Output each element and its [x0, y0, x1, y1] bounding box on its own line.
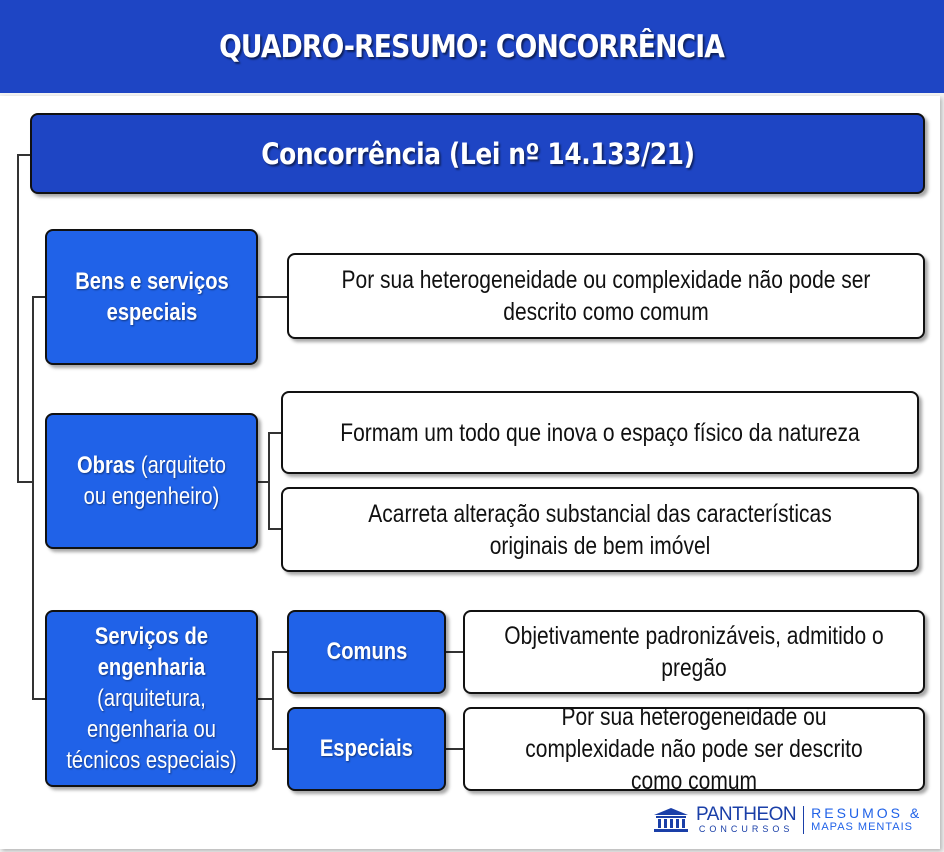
logo-brand-name: PANTHEON	[696, 804, 797, 825]
category-obras	[45, 413, 258, 549]
logo-tagline-1: RESUMOS &	[811, 805, 923, 821]
connector-line	[17, 481, 32, 483]
connector-line	[32, 296, 34, 699]
subcategory-label: Comuns	[326, 638, 407, 665]
connector-line	[258, 296, 288, 298]
connector-line	[272, 651, 274, 749]
description-box	[287, 253, 925, 339]
connector-line	[32, 296, 46, 298]
category-label: Bens e serviços especiais	[74, 268, 229, 326]
page-title: QUADRO-RESUMO: CONCORRÊNCIA	[219, 28, 725, 65]
connector-line	[446, 748, 464, 750]
main-title: Concorrência (Lei nº 14.133/21)	[260, 136, 695, 171]
description-box	[281, 487, 919, 572]
connector-line	[258, 698, 273, 700]
description-text: Por sua heterogeneidade ou complexidade não pode ser descrito como comum	[525, 703, 863, 795]
connector-line	[272, 651, 287, 653]
connector-line	[268, 528, 282, 530]
subcategory-especiais	[287, 707, 446, 791]
pantheon-logo	[652, 805, 922, 834]
category-label: Serviços de engenharia	[94, 623, 209, 681]
category-servicos-engenharia	[45, 610, 258, 787]
description-box	[281, 391, 919, 474]
main-title-box	[30, 113, 925, 194]
description-text: Formam um todo que inova o espaço físico da natureza	[340, 418, 860, 447]
description-box	[463, 610, 925, 694]
logo-brand-sub: CONCURSOS	[698, 824, 794, 834]
description-text: Por sua heterogeneidade ou complexidade não pode ser descrito como comum	[341, 266, 871, 326]
category-bens-servicos-especiais	[45, 229, 258, 365]
connector-line	[32, 698, 46, 700]
logo-divider	[803, 806, 804, 834]
category-qualifier: (arquitetura, engenharia ou técnicos especiais)	[66, 685, 237, 774]
connector-line	[17, 154, 19, 482]
connector-line	[272, 748, 287, 750]
description-box	[463, 703, 925, 795]
header-banner	[0, 0, 944, 93]
connector-line	[268, 432, 270, 529]
description-text: Objetivamente padronizáveis, admitido o pregão	[504, 622, 884, 682]
temple-icon	[652, 807, 690, 833]
description-text: Acarreta alteração substancial das características originais de bem imóvel	[368, 499, 832, 560]
connector-line	[268, 432, 282, 434]
logo-tagline-2: MAPAS MENTAIS	[811, 821, 913, 833]
category-label: Obras	[76, 452, 136, 479]
category-qualifier: (arquiteto ou engenheiro)	[83, 452, 227, 510]
subcategory-comuns	[287, 610, 446, 694]
subcategory-label: Especiais	[319, 735, 414, 762]
connector-line	[446, 651, 464, 653]
connector-line	[17, 154, 31, 156]
